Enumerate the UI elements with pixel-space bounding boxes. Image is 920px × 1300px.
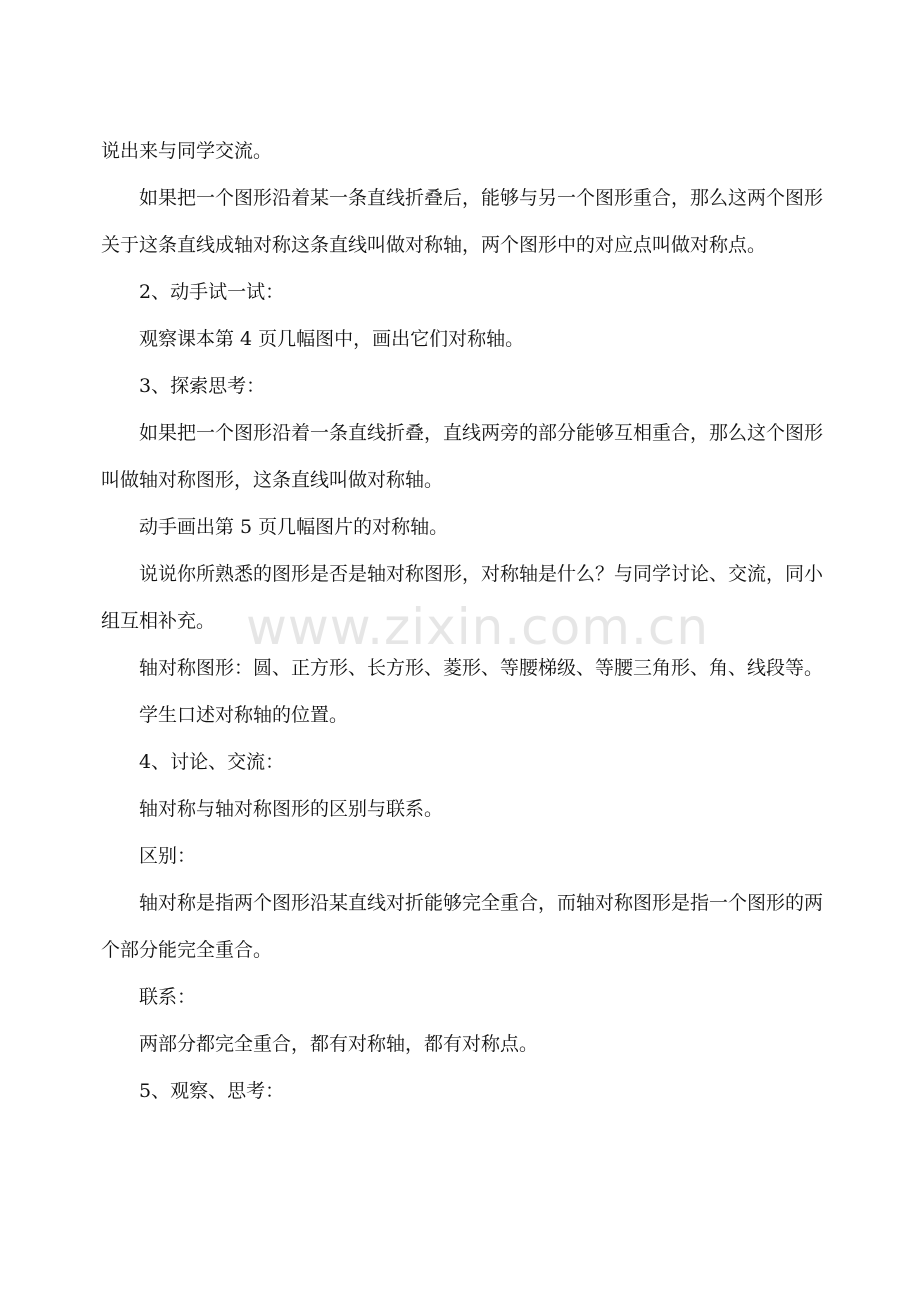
paragraph-2: 如果把一个图形沿着某一条直线折叠后，能够与另一个图形重合，那么这两个图形关于这条直线成轴对称这条直线叫做对称轴，两个图形中的对应点叫做对称点。 bbox=[101, 187, 824, 256]
paragraph-17: 5、观察、思考： bbox=[139, 1080, 285, 1102]
watermark-text: www.zixin.com.cn bbox=[246, 598, 710, 656]
paragraph-16: 两部分都完全重合，都有对称轴，都有对称点。 bbox=[139, 1033, 539, 1055]
paragraph-15: 联系： bbox=[139, 986, 197, 1008]
paragraph-9: 轴对称图形：圆、正方形、长方形、菱形、等腰梯级、等腰三角形、角、线段等。 bbox=[139, 657, 824, 679]
document-body bbox=[101, 128, 823, 1115]
paragraph-12: 轴对称与轴对称图形的区别与联系。 bbox=[139, 798, 444, 820]
paragraph-10: 学生口述对称轴的位置。 bbox=[139, 704, 349, 726]
paragraph-6: 如果把一个图形沿着一条直线折叠，直线两旁的部分能够互相重合，那么这个图形叫做轴对称图形，这条直线叫做对称轴。 bbox=[101, 422, 824, 491]
paragraph-5: 3、探索思考： bbox=[139, 375, 266, 397]
paragraph-7: 动手画出第 5 页几幅图片的对称轴。 bbox=[139, 516, 449, 538]
paragraph-11: 4、讨论、交流： bbox=[139, 751, 285, 773]
paragraph-8: 说说你所熟悉的图形是否是轴对称图形，对称轴是什么？与同学讨论、交流，同小组互相补充。 bbox=[101, 563, 824, 632]
paragraph-13: 区别： bbox=[139, 845, 197, 867]
paragraph-14: 轴对称是指两个图形沿某直线对折能够完全重合，而轴对称图形是指一个图形的两个部分能完全重合。 bbox=[101, 892, 824, 961]
paragraph-4: 观察课本第 4 页几幅图中，画出它们对称轴。 bbox=[139, 328, 525, 350]
paragraph-3: 2、动手试一试： bbox=[139, 281, 285, 303]
paragraph-1: 说出来与同学交流。 bbox=[101, 140, 273, 162]
